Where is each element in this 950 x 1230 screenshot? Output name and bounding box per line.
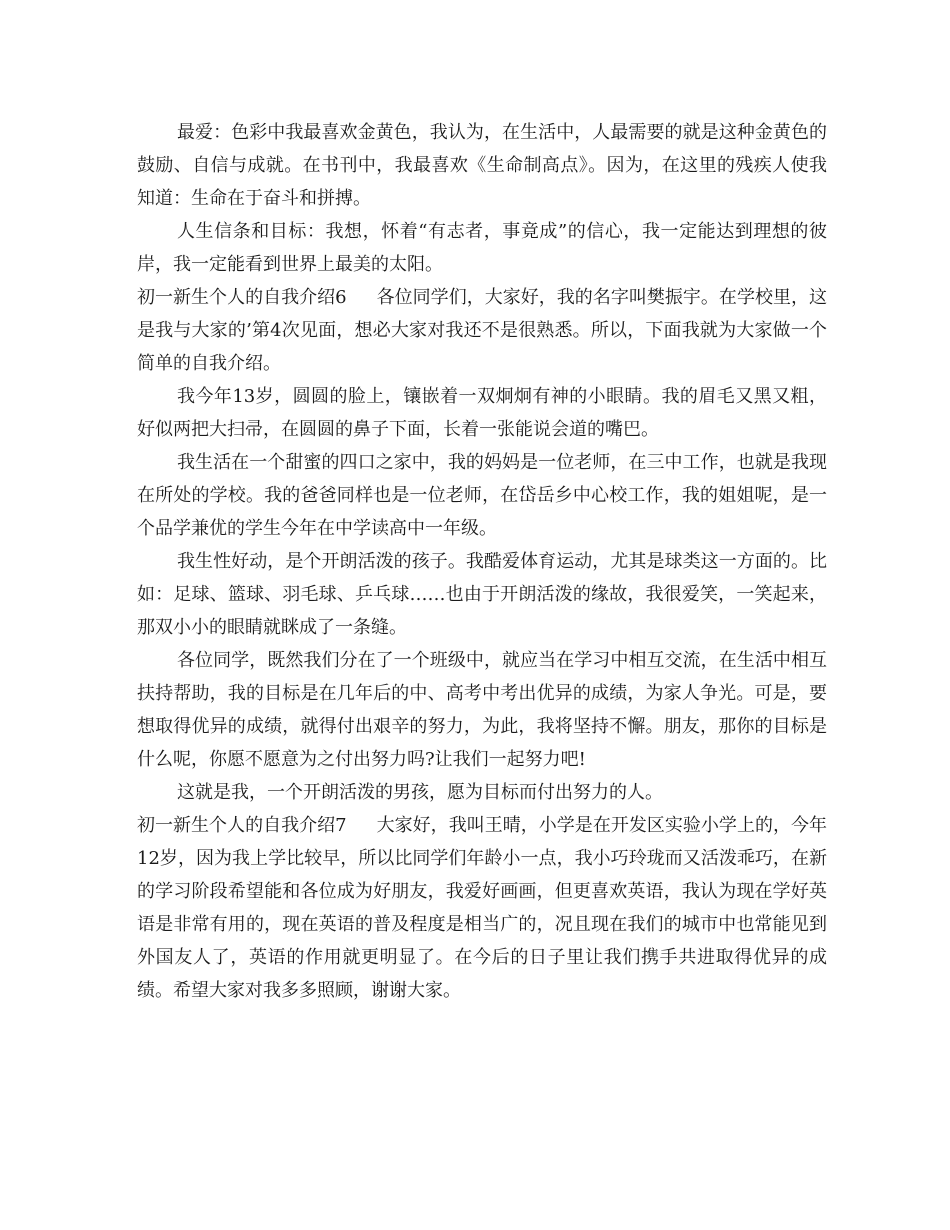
section-text-6: 各位同学们，大家好，我的名字叫樊振宇。在学校里，这是我与大家的’第4次见面，想必大家对我还不是很熟悉。所以，下面我就为大家做一个简单的自我介绍。 [137,287,828,374]
paragraph-life-motto: 人生信条和目标：我想，怀着“有志者，事竟成”的信心，我一定能达到理想的彼岸，我一定能看到世界上最美的太阳。 [137,221,827,275]
paragraph-favorites: 最爱：色彩中我最喜欢金黄色，我认为，在生活中，人最需要的就是这种金黄色的鼓励、自信与成就。在书刊中，我最喜欢《生命制高点》。因为，在这里的残疾人使我知道：生命在于奋斗和拼搏。 [137,122,827,209]
section-intro-7 [137,809,827,1007]
section-text-7: 大家好，我叫王晴，小学是在开发区实验小学上的，今年12岁，因为我上学比较早，所以比同学们年龄小一点，我小巧玲珑而又活泼乖巧，在新的学习阶段希望能和各位成为好朋友，我爱好画画，但更喜欢英语，我认为现在学好英语是非常有用的，现在英语的普及程度是相当广的，况且现在我们的城市中也常能见到外国友人了，英语的作用就更明显了。在今后的日子里让我们携手共进取得优异的成绩。希望大家对我多多照顾，谢谢大家。 [137,815,828,1001]
paragraph-closing: 这就是我，一个开朗活泼的男孩，愿为目标而付出努力的人。 [177,782,663,803]
paragraph-appearance: 我今年13岁，圆圆的脸上，镶嵌着一双炯炯有神的小眼睛。我的眉毛又黑又粗，好似两把大扫帚，在圆圆的鼻子下面，长着一张能说会道的嘴巴。 [137,386,827,440]
section-intro-6 [137,281,827,380]
paragraph-goals: 各位同学，既然我们分在了一个班级中，就应当在学习中相互交流，在生活中相互扶持帮助，我的目标是在几年后的中、高考中考出优异的成绩，为家人争光。可是，要想取得优异的成绩，就得付出艰辛的努力，为此，我将坚持不懈。朋友，那你的目标是什么呢，你愿不愿意为之付出努力吗?让我们一起努力吧! [137,650,827,770]
document-page [137,116,827,1007]
section-title-7: 初一新生个人的自我介绍7 [137,815,347,836]
paragraph-family: 我生活在一个甜蜜的四口之家中，我的妈妈是一位老师，在三中工作，也就是我现在所处的学校。我的爸爸同样也是一位老师，在岱岳乡中心校工作，我的姐姐呢，是一个品学兼优的学生今年在中学读高中一年级。 [137,452,827,539]
paragraph-personality: 我生性好动，是个开朗活泼的孩子。我酷爱体育运动，尤其是球类这一方面的。比如：足球、篮球、羽毛球、乒乓球……也由于开朗活泼的缘故，我很爱笑，一笑起来，那双小小的眼睛就眯成了一条缝。 [137,551,827,638]
section-title-6: 初一新生个人的自我介绍6 [137,287,347,308]
